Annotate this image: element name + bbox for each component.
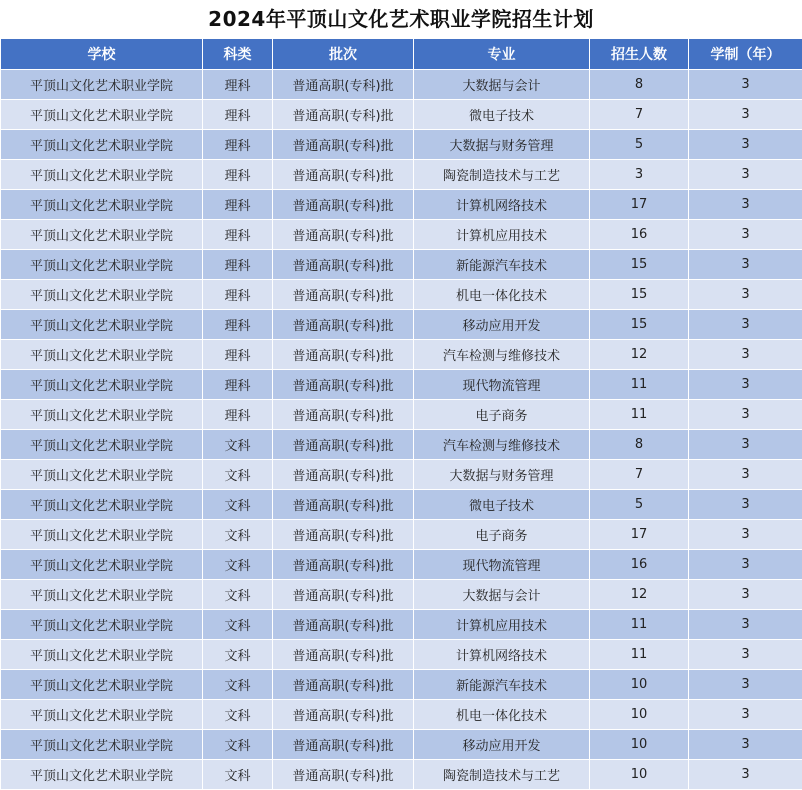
cell-category: 文科 xyxy=(203,670,273,700)
header-major: 专业 xyxy=(414,39,590,70)
table-row xyxy=(1,490,802,520)
table-row xyxy=(1,640,802,670)
cell-enrollment-count: 12 xyxy=(590,340,689,370)
cell-duration-years: 3 xyxy=(689,430,802,460)
table-body xyxy=(1,70,802,790)
cell-batch: 普通高职(专科)批 xyxy=(273,280,414,310)
cell-category: 理科 xyxy=(203,160,273,190)
cell-major: 大数据与会计 xyxy=(414,580,590,610)
cell-batch: 普通高职(专科)批 xyxy=(273,310,414,340)
cell-major: 移动应用开发 xyxy=(414,310,590,340)
table-row xyxy=(1,760,802,790)
table-row xyxy=(1,370,802,400)
table-row xyxy=(1,70,802,100)
cell-school: 平顶山文化艺术职业学院 xyxy=(1,220,203,250)
cell-batch: 普通高职(专科)批 xyxy=(273,100,414,130)
cell-school: 平顶山文化艺术职业学院 xyxy=(1,610,203,640)
cell-category: 文科 xyxy=(203,550,273,580)
cell-category: 理科 xyxy=(203,190,273,220)
cell-category: 理科 xyxy=(203,400,273,430)
cell-duration-years: 3 xyxy=(689,730,802,760)
cell-batch: 普通高职(专科)批 xyxy=(273,580,414,610)
cell-duration-years: 3 xyxy=(689,130,802,160)
cell-major: 机电一体化技术 xyxy=(414,280,590,310)
cell-duration-years: 3 xyxy=(689,370,802,400)
table-row xyxy=(1,700,802,730)
cell-school: 平顶山文化艺术职业学院 xyxy=(1,520,203,550)
cell-batch: 普通高职(专科)批 xyxy=(273,610,414,640)
cell-school: 平顶山文化艺术职业学院 xyxy=(1,670,203,700)
table-row xyxy=(1,280,802,310)
header-enrollment-count: 招生人数 xyxy=(590,39,689,70)
cell-enrollment-count: 10 xyxy=(590,730,689,760)
cell-batch: 普通高职(专科)批 xyxy=(273,160,414,190)
cell-category: 理科 xyxy=(203,370,273,400)
cell-batch: 普通高职(专科)批 xyxy=(273,460,414,490)
cell-school: 平顶山文化艺术职业学院 xyxy=(1,280,203,310)
cell-school: 平顶山文化艺术职业学院 xyxy=(1,400,203,430)
cell-enrollment-count: 7 xyxy=(590,460,689,490)
cell-school: 平顶山文化艺术职业学院 xyxy=(1,130,203,160)
cell-school: 平顶山文化艺术职业学院 xyxy=(1,70,203,100)
cell-enrollment-count: 8 xyxy=(590,70,689,100)
cell-category: 文科 xyxy=(203,700,273,730)
table-row xyxy=(1,340,802,370)
cell-enrollment-count: 10 xyxy=(590,670,689,700)
cell-school: 平顶山文化艺术职业学院 xyxy=(1,730,203,760)
enrollment-plan-table xyxy=(0,38,802,790)
cell-major: 电子商务 xyxy=(414,400,590,430)
cell-enrollment-count: 5 xyxy=(590,490,689,520)
cell-batch: 普通高职(专科)批 xyxy=(273,130,414,160)
cell-duration-years: 3 xyxy=(689,760,802,790)
table-row xyxy=(1,430,802,460)
cell-batch: 普通高职(专科)批 xyxy=(273,220,414,250)
cell-enrollment-count: 3 xyxy=(590,160,689,190)
cell-major: 现代物流管理 xyxy=(414,550,590,580)
header-category: 科类 xyxy=(203,39,273,70)
table-row xyxy=(1,520,802,550)
cell-major: 新能源汽车技术 xyxy=(414,250,590,280)
table-row xyxy=(1,670,802,700)
cell-major: 新能源汽车技术 xyxy=(414,670,590,700)
cell-duration-years: 3 xyxy=(689,670,802,700)
cell-duration-years: 3 xyxy=(689,70,802,100)
cell-enrollment-count: 7 xyxy=(590,100,689,130)
cell-duration-years: 3 xyxy=(689,280,802,310)
cell-enrollment-count: 11 xyxy=(590,640,689,670)
cell-school: 平顶山文化艺术职业学院 xyxy=(1,310,203,340)
cell-category: 理科 xyxy=(203,100,273,130)
table-row xyxy=(1,130,802,160)
table-row xyxy=(1,730,802,760)
table-row xyxy=(1,310,802,340)
table-row xyxy=(1,580,802,610)
cell-duration-years: 3 xyxy=(689,490,802,520)
cell-duration-years: 3 xyxy=(689,310,802,340)
cell-category: 理科 xyxy=(203,340,273,370)
table-row xyxy=(1,160,802,190)
cell-batch: 普通高职(专科)批 xyxy=(273,70,414,100)
cell-duration-years: 3 xyxy=(689,550,802,580)
cell-enrollment-count: 17 xyxy=(590,190,689,220)
cell-duration-years: 3 xyxy=(689,610,802,640)
cell-batch: 普通高职(专科)批 xyxy=(273,760,414,790)
cell-duration-years: 3 xyxy=(689,250,802,280)
cell-major: 汽车检测与维修技术 xyxy=(414,430,590,460)
cell-category: 理科 xyxy=(203,130,273,160)
cell-duration-years: 3 xyxy=(689,460,802,490)
cell-batch: 普通高职(专科)批 xyxy=(273,430,414,460)
cell-batch: 普通高职(专科)批 xyxy=(273,670,414,700)
cell-batch: 普通高职(专科)批 xyxy=(273,400,414,430)
cell-category: 文科 xyxy=(203,760,273,790)
cell-enrollment-count: 12 xyxy=(590,580,689,610)
cell-batch: 普通高职(专科)批 xyxy=(273,490,414,520)
cell-batch: 普通高职(专科)批 xyxy=(273,550,414,580)
table-row xyxy=(1,460,802,490)
cell-batch: 普通高职(专科)批 xyxy=(273,520,414,550)
cell-duration-years: 3 xyxy=(689,400,802,430)
cell-enrollment-count: 10 xyxy=(590,700,689,730)
table-row xyxy=(1,190,802,220)
cell-enrollment-count: 11 xyxy=(590,610,689,640)
cell-major: 大数据与会计 xyxy=(414,70,590,100)
cell-enrollment-count: 11 xyxy=(590,370,689,400)
cell-category: 文科 xyxy=(203,490,273,520)
cell-duration-years: 3 xyxy=(689,190,802,220)
cell-major: 大数据与财务管理 xyxy=(414,130,590,160)
cell-enrollment-count: 11 xyxy=(590,400,689,430)
cell-major: 机电一体化技术 xyxy=(414,700,590,730)
cell-duration-years: 3 xyxy=(689,340,802,370)
cell-duration-years: 3 xyxy=(689,520,802,550)
cell-school: 平顶山文化艺术职业学院 xyxy=(1,580,203,610)
cell-major: 计算机应用技术 xyxy=(414,610,590,640)
cell-major: 陶瓷制造技术与工艺 xyxy=(414,160,590,190)
cell-duration-years: 3 xyxy=(689,160,802,190)
table-header-row xyxy=(1,39,802,70)
cell-enrollment-count: 15 xyxy=(590,310,689,340)
cell-enrollment-count: 15 xyxy=(590,250,689,280)
cell-school: 平顶山文化艺术职业学院 xyxy=(1,460,203,490)
table-row xyxy=(1,250,802,280)
cell-category: 理科 xyxy=(203,220,273,250)
cell-batch: 普通高职(专科)批 xyxy=(273,340,414,370)
header-duration-years: 学制（年） xyxy=(689,39,802,70)
cell-category: 文科 xyxy=(203,730,273,760)
cell-school: 平顶山文化艺术职业学院 xyxy=(1,100,203,130)
cell-enrollment-count: 8 xyxy=(590,430,689,460)
cell-enrollment-count: 5 xyxy=(590,130,689,160)
cell-school: 平顶山文化艺术职业学院 xyxy=(1,430,203,460)
cell-category: 理科 xyxy=(203,280,273,310)
cell-duration-years: 3 xyxy=(689,700,802,730)
cell-school: 平顶山文化艺术职业学院 xyxy=(1,550,203,580)
cell-duration-years: 3 xyxy=(689,640,802,670)
cell-major: 计算机应用技术 xyxy=(414,220,590,250)
cell-major: 计算机网络技术 xyxy=(414,640,590,670)
header-batch: 批次 xyxy=(273,39,414,70)
cell-enrollment-count: 16 xyxy=(590,550,689,580)
cell-major: 移动应用开发 xyxy=(414,730,590,760)
cell-category: 理科 xyxy=(203,70,273,100)
cell-category: 文科 xyxy=(203,460,273,490)
cell-duration-years: 3 xyxy=(689,100,802,130)
cell-school: 平顶山文化艺术职业学院 xyxy=(1,160,203,190)
cell-enrollment-count: 15 xyxy=(590,280,689,310)
page-title: 2024年平顶山文化艺术职业学院招生计划 xyxy=(0,0,802,38)
cell-school: 平顶山文化艺术职业学院 xyxy=(1,490,203,520)
cell-batch: 普通高职(专科)批 xyxy=(273,730,414,760)
cell-major: 微电子技术 xyxy=(414,490,590,520)
cell-school: 平顶山文化艺术职业学院 xyxy=(1,700,203,730)
cell-category: 文科 xyxy=(203,430,273,460)
table-row xyxy=(1,400,802,430)
cell-major: 陶瓷制造技术与工艺 xyxy=(414,760,590,790)
cell-school: 平顶山文化艺术职业学院 xyxy=(1,340,203,370)
cell-major: 现代物流管理 xyxy=(414,370,590,400)
cell-major: 微电子技术 xyxy=(414,100,590,130)
table-row xyxy=(1,220,802,250)
cell-category: 文科 xyxy=(203,640,273,670)
cell-batch: 普通高职(专科)批 xyxy=(273,250,414,280)
cell-enrollment-count: 17 xyxy=(590,520,689,550)
cell-major: 大数据与财务管理 xyxy=(414,460,590,490)
cell-school: 平顶山文化艺术职业学院 xyxy=(1,760,203,790)
cell-category: 文科 xyxy=(203,580,273,610)
cell-category: 理科 xyxy=(203,310,273,340)
cell-school: 平顶山文化艺术职业学院 xyxy=(1,190,203,220)
cell-major: 电子商务 xyxy=(414,520,590,550)
cell-duration-years: 3 xyxy=(689,580,802,610)
cell-duration-years: 3 xyxy=(689,220,802,250)
cell-category: 理科 xyxy=(203,250,273,280)
cell-major: 汽车检测与维修技术 xyxy=(414,340,590,370)
cell-batch: 普通高职(专科)批 xyxy=(273,370,414,400)
cell-school: 平顶山文化艺术职业学院 xyxy=(1,250,203,280)
cell-enrollment-count: 16 xyxy=(590,220,689,250)
cell-batch: 普通高职(专科)批 xyxy=(273,700,414,730)
cell-batch: 普通高职(专科)批 xyxy=(273,190,414,220)
table-row xyxy=(1,100,802,130)
table-row xyxy=(1,550,802,580)
header-school: 学校 xyxy=(1,39,203,70)
cell-category: 文科 xyxy=(203,610,273,640)
cell-school: 平顶山文化艺术职业学院 xyxy=(1,370,203,400)
cell-category: 文科 xyxy=(203,520,273,550)
cell-batch: 普通高职(专科)批 xyxy=(273,640,414,670)
cell-school: 平顶山文化艺术职业学院 xyxy=(1,640,203,670)
cell-enrollment-count: 10 xyxy=(590,760,689,790)
cell-major: 计算机网络技术 xyxy=(414,190,590,220)
table-row xyxy=(1,610,802,640)
